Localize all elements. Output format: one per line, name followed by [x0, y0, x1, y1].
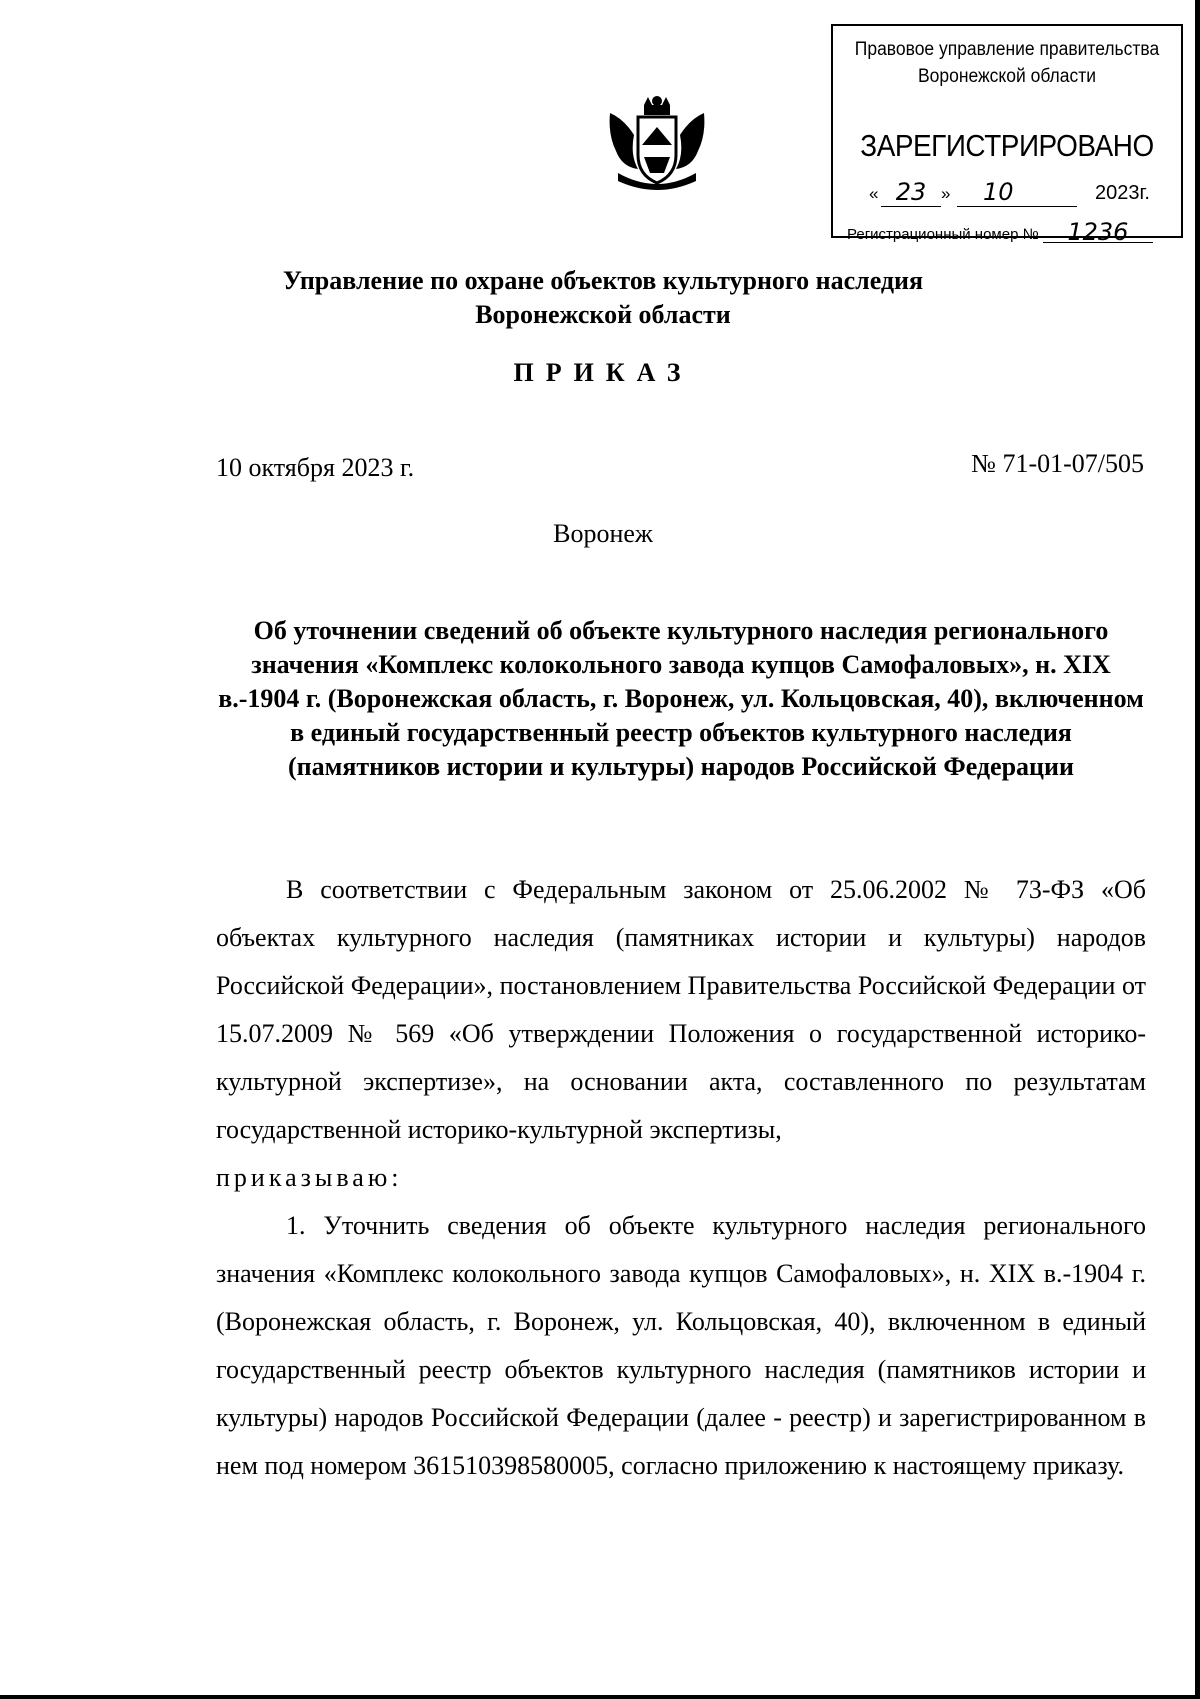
stamp-month: 10: [957, 178, 1077, 207]
document-city: Воронеж: [553, 519, 653, 548]
preamble-paragraph: В соответствии с Федеральным законом от 25.06.2002 № 73-ФЗ «Об объектах культурного наследия (памятниках истории и культуры) народов Российской Федерации», постановлением Правительства Российской Федерации от 15.07.2009 № 569 «Об утверждении Положения о государственной историко-культурной экспертизе», на основании акта, составленного по результатам государственной историко-культурной экспертизы,: [216, 875, 1146, 1144]
order-title: ПРИКАЗ: [513, 358, 693, 387]
order-item-1: 1. Уточнить сведения об объекте культурного наследия регионального значения «Комплекс колокольного завода купцов Самофаловых», н. XIX в.-1904 г. (Воронежская область, г. Воронеж, ул. Кольцовская, 40), включенном в единый государственный реестр объектов культурного наследия (памятников истории и культуры) народов Российской Федерации (далее - реестр) и зарегистрированном в нем под номером 361510398580005, согласно приложению к настоящему приказу.: [216, 1211, 1146, 1480]
order-subject: Об уточнении сведений об объекте культурного наследия регионального значения «Комплекс колокольного завода купцов Самофаловых», н. XIX в.-1904 г. (Воронежская область, г. Воронеж, ул. Кольцовская, 40), включенном в единый государственный реестр объектов культурного наследия (памятников истории и культуры) народов Российской Федерации: [218, 616, 1144, 781]
document-number: № 71-01-07/505: [971, 449, 1144, 478]
stamp-year: 2023г.: [1095, 182, 1150, 204]
document-date: 10 октября 2023 г.: [216, 453, 415, 482]
stamp-number-label: Регистрационный номер №: [847, 226, 1039, 243]
stamp-date-line: [869, 176, 1165, 210]
stamp-registered-label: ЗАРЕГИСТРИРОВАНО: [860, 128, 1154, 163]
stamp-quote-close: »: [941, 184, 951, 203]
stamp-number-line: [847, 218, 1153, 246]
stamp-day: 23: [881, 178, 941, 207]
registration-stamp: [831, 24, 1183, 246]
department-title: Управление по охране объектов культурного наследия Воронежской области: [282, 266, 924, 329]
order-word: приказываю:: [216, 1163, 403, 1192]
stamp-number: 1236: [1043, 222, 1153, 243]
stamp-quote-open: «: [869, 184, 879, 203]
coat-of-arms-icon: [604, 95, 710, 195]
order-body: [216, 866, 1146, 1490]
stamp-department: Правовое управление правительства Воронежской области: [854, 39, 1160, 87]
